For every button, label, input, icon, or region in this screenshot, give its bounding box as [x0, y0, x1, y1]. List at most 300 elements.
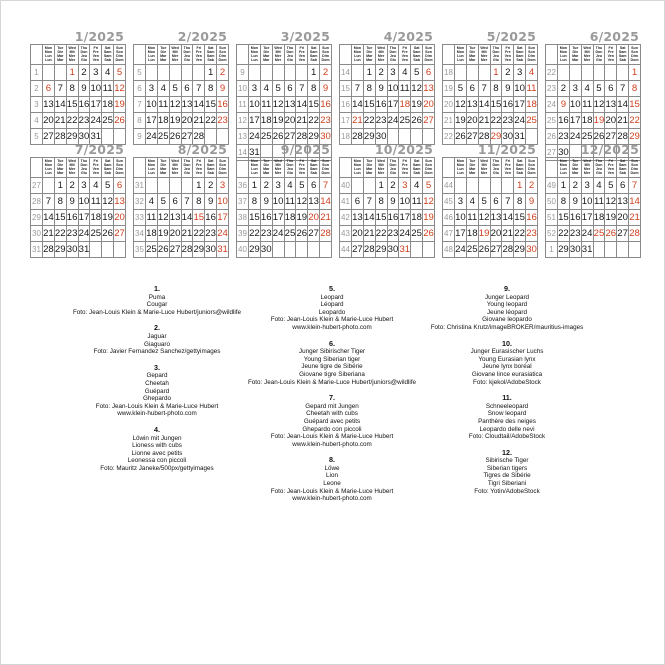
weekday-label: Sab	[619, 58, 626, 62]
weekday-label: Son	[425, 163, 432, 167]
weekday-label: Sun	[219, 159, 226, 163]
day-cell: 16	[217, 97, 229, 113]
empty-day-cell	[284, 65, 296, 81]
day-cell: 27	[490, 242, 502, 258]
day-cell: 15	[308, 97, 320, 113]
day-cell: 25	[102, 113, 114, 129]
weekday-label: Sat	[413, 159, 420, 163]
day-cell: 13	[169, 210, 181, 226]
day-cell: 30	[569, 242, 581, 258]
weekday-label: Dom	[630, 58, 639, 62]
day-cell: 29	[629, 129, 641, 145]
empty-day-cell	[478, 178, 490, 194]
day-cell: 10	[514, 81, 526, 97]
day-cell: 30	[78, 129, 90, 145]
weekday-label: Mer	[274, 171, 282, 175]
weekday-label: Ven	[401, 171, 408, 175]
week-number: 42	[340, 210, 352, 226]
empty-day-cell	[605, 65, 617, 81]
weekday-header	[320, 158, 332, 178]
day-cell: 31	[514, 129, 526, 145]
day-cell: 7	[296, 81, 308, 97]
day-cell: 4	[399, 65, 411, 81]
day-cell: 28	[478, 129, 490, 145]
day-cell: 22	[514, 226, 526, 242]
weekday-label: Dom	[630, 171, 639, 175]
day-cell: 30	[502, 129, 514, 145]
caption-line: Leonessa con piccoli	[127, 457, 187, 465]
day-cell: 6	[181, 81, 193, 97]
day-cell: 30	[320, 129, 332, 145]
weekday-label: Mon	[456, 50, 465, 54]
day-cell: 13	[352, 210, 364, 226]
weekday-label: Jeu	[595, 167, 603, 171]
day-cell: 23	[260, 226, 272, 242]
week-number: 23	[546, 81, 558, 97]
day-cell: 4	[260, 81, 272, 97]
empty-day-cell	[629, 242, 641, 258]
weekday-header	[514, 45, 526, 65]
day-cell: 10	[399, 194, 411, 210]
weekday-label: Dim	[322, 54, 329, 58]
caption-number: 3.	[154, 362, 160, 372]
week-number: 44	[340, 242, 352, 258]
day-cell: 15	[249, 210, 261, 226]
day-cell: 6	[423, 65, 435, 81]
weekday-label: Mer	[480, 167, 488, 171]
week-number: 9	[237, 65, 249, 81]
day-cell: 21	[43, 226, 55, 242]
day-cell: 28	[296, 129, 308, 145]
weekday-label: Sam	[412, 54, 421, 58]
empty-day-cell	[455, 65, 467, 81]
week-number: 24	[546, 97, 558, 113]
weekday-label: Ven	[195, 54, 202, 58]
weekday-label: Fre	[299, 163, 305, 167]
day-cell: 24	[249, 129, 261, 145]
week-number: 26	[546, 129, 558, 145]
week-number: 2	[31, 81, 43, 97]
empty-day-cell	[114, 242, 126, 258]
day-cell: 2	[66, 178, 78, 194]
day-cell: 14	[478, 97, 490, 113]
empty-day-cell	[363, 178, 375, 194]
weekday-header	[605, 158, 617, 178]
weekday-label: Mon	[559, 50, 568, 54]
weekday-label: Sam	[618, 50, 627, 54]
weekday-label: Son	[425, 50, 432, 54]
weekday-label: Jeu	[80, 54, 88, 58]
month-table	[133, 44, 229, 145]
weekday-label: Sun	[425, 46, 432, 50]
week-number: 5	[134, 65, 146, 81]
day-cell: 23	[526, 226, 538, 242]
weekday-label: Ven	[195, 58, 202, 62]
weekday-label: Mon	[250, 50, 259, 54]
day-cell: 16	[260, 210, 272, 226]
day-cell: 22	[558, 226, 570, 242]
empty-day-cell	[43, 65, 55, 81]
day-cell: 12	[272, 97, 284, 113]
day-cell: 25	[411, 226, 423, 242]
weekday-label: Mon	[44, 159, 53, 163]
weekday-label: Dom	[527, 171, 536, 175]
empty-day-cell	[193, 65, 205, 81]
week-number: 33	[134, 210, 146, 226]
day-cell: 13	[490, 210, 502, 226]
day-cell: 12	[157, 210, 169, 226]
empty-day-cell	[605, 242, 617, 258]
weekday-label: Son	[219, 163, 226, 167]
day-cell: 18	[593, 210, 605, 226]
caption-number: 4.	[154, 424, 160, 434]
day-cell: 9	[558, 97, 570, 113]
day-cell: 19	[296, 210, 308, 226]
day-cell: 18	[146, 226, 158, 242]
day-cell: 29	[514, 242, 526, 258]
weekday-label: Gio	[492, 171, 499, 175]
day-cell: 10	[387, 81, 399, 97]
caption-line: Foto: kjekol/AdobeStock	[473, 378, 541, 386]
weekday-label: Mon	[559, 163, 568, 167]
weekday-header	[193, 158, 205, 178]
weekday-header	[387, 45, 399, 65]
empty-day-cell	[466, 65, 478, 81]
weekday-header	[466, 158, 478, 178]
day-cell: 26	[272, 129, 284, 145]
empty-day-cell	[272, 65, 284, 81]
weekday-label: Don	[80, 163, 88, 167]
day-cell: 26	[114, 113, 126, 129]
weekday-label: Dom	[527, 58, 536, 62]
month-table	[545, 157, 641, 258]
day-cell: 8	[193, 194, 205, 210]
weekday-label: Tue	[263, 46, 270, 50]
day-cell: 18	[466, 226, 478, 242]
weekday-label: Ven	[504, 54, 511, 58]
weekday-label: Thu	[492, 159, 500, 163]
weekday-label: Dim	[631, 54, 638, 58]
day-cell: 6	[43, 81, 55, 97]
weekday-label: Tue	[366, 159, 373, 163]
day-cell: 7	[629, 178, 641, 194]
empty-day-cell	[617, 242, 629, 258]
weekday-label: Mer	[583, 171, 591, 175]
week-number: 49	[546, 178, 558, 194]
day-cell: 31	[399, 242, 411, 258]
weekday-header	[296, 45, 308, 65]
weekday-label: Mon	[147, 50, 156, 54]
empty-day-cell	[502, 178, 514, 194]
day-cell: 14	[502, 210, 514, 226]
weekday-label: Son	[528, 50, 535, 54]
weekday-label: Fre	[505, 163, 511, 167]
caption-line: Léopard	[320, 301, 344, 309]
month-table	[30, 44, 126, 145]
weekday-label: Son	[322, 50, 329, 54]
caption-line: Lion	[326, 472, 338, 480]
day-cell: 7	[193, 81, 205, 97]
weekday-label: Don	[389, 50, 397, 54]
caption-line: Young Siberian tiger	[303, 355, 361, 363]
day-cell: 11	[90, 194, 102, 210]
day-cell: 17	[272, 210, 284, 226]
day-cell: 27	[43, 129, 55, 145]
caption-number: 9.	[504, 284, 510, 293]
day-cell: 30	[260, 242, 272, 258]
weekday-label: Mar	[572, 58, 579, 62]
day-cell: 15	[205, 97, 217, 113]
weekday-label: Lun	[560, 58, 567, 62]
weekday-label: Tue	[572, 46, 579, 50]
day-cell: 6	[490, 194, 502, 210]
weekday-label: Gio	[183, 171, 190, 175]
day-cell: 13	[114, 194, 126, 210]
weekday-label: Mon	[250, 163, 259, 167]
empty-day-cell	[455, 178, 467, 194]
weekday-label: Die	[572, 163, 579, 167]
empty-day-cell	[169, 178, 181, 194]
weekday-label: Son	[322, 163, 329, 167]
weekday-label: Son	[631, 163, 638, 167]
weekday-label: Mer	[274, 54, 282, 58]
weekday-header	[102, 45, 114, 65]
day-cell: 3	[581, 178, 593, 194]
weekday-label: Die	[263, 50, 270, 54]
week-number: 9	[134, 129, 146, 145]
weekday-label: Mon	[250, 46, 259, 50]
day-cell: 2	[320, 65, 332, 81]
weekday-label: Fre	[608, 163, 614, 167]
weekday-label: Sam	[206, 163, 215, 167]
day-cell: 9	[502, 81, 514, 97]
caption-number: 10.	[502, 338, 512, 348]
weekday-label: Sam	[309, 54, 318, 58]
day-cell: 9	[569, 194, 581, 210]
weekday-header	[502, 158, 514, 178]
weekday-label: Lun	[251, 171, 258, 175]
day-cell: 14	[352, 97, 364, 113]
day-cell: 1	[193, 178, 205, 194]
day-cell: 9	[66, 194, 78, 210]
weekday-label: Lun	[354, 54, 361, 58]
day-cell: 18	[411, 210, 423, 226]
weekday-label: Lun	[251, 54, 258, 58]
caption-line: Ghepardo con piccoli	[302, 425, 362, 433]
week-number: 18	[443, 65, 455, 81]
weekday-label: Lun	[560, 54, 567, 58]
day-cell: 20	[466, 113, 478, 129]
weekday-label: Sat	[104, 159, 111, 163]
photo-caption	[402, 285, 612, 332]
day-cell: 5	[423, 178, 435, 194]
day-cell: 16	[375, 97, 387, 113]
weekday-header	[320, 45, 332, 65]
weekday-label: Ven	[92, 171, 99, 175]
week-header-cell	[340, 158, 352, 178]
weekday-label: Mit	[69, 50, 75, 54]
day-cell: 31	[90, 129, 102, 145]
day-cell: 18	[399, 97, 411, 113]
day-cell: 26	[169, 129, 181, 145]
day-cell: 12	[411, 81, 423, 97]
day-cell: 23	[205, 226, 217, 242]
weekday-label: Mon	[147, 46, 156, 50]
weekday-label: Die	[160, 50, 167, 54]
weekday-label: Fre	[402, 50, 408, 54]
weekday-header	[90, 158, 102, 178]
weekday-label: Lun	[457, 58, 464, 62]
day-cell: 29	[308, 129, 320, 145]
weekday-header	[399, 45, 411, 65]
week-number: 41	[340, 194, 352, 210]
week-number: 37	[237, 194, 249, 210]
weekday-label: Sun	[322, 159, 329, 163]
day-cell: 30	[387, 242, 399, 258]
day-cell: 31	[249, 145, 261, 161]
day-cell: 12	[423, 194, 435, 210]
day-cell: 19	[114, 97, 126, 113]
weekday-label: Ven	[607, 54, 614, 58]
empty-day-cell	[260, 65, 272, 81]
empty-day-cell	[352, 65, 364, 81]
weekday-label: Jeu	[183, 54, 191, 58]
empty-day-cell	[181, 178, 193, 194]
weekday-label: Sam	[103, 54, 112, 58]
weekday-label: Mer	[377, 171, 385, 175]
day-cell: 21	[502, 226, 514, 242]
empty-day-cell	[43, 178, 55, 194]
weekday-label: Tue	[366, 46, 373, 50]
weekday-header	[352, 158, 364, 178]
week-header-cell	[237, 45, 249, 65]
empty-day-cell	[478, 65, 490, 81]
caption-line: Jeune lynx boréal	[482, 363, 532, 371]
empty-day-cell	[102, 242, 114, 258]
day-cell: 18	[90, 210, 102, 226]
weekday-label: Mit	[172, 50, 178, 54]
day-cell: 30	[66, 242, 78, 258]
weekday-header	[455, 158, 467, 178]
caption-line: Foto: Jean-Louis Klein & Marie-Luce Hubert	[270, 433, 394, 441]
weekday-label: Fri	[505, 159, 511, 163]
day-cell: 27	[284, 129, 296, 145]
weekday-header	[54, 45, 66, 65]
day-cell: 22	[629, 113, 641, 129]
day-cell: 1	[490, 65, 502, 81]
weekday-label: Mer	[583, 167, 591, 171]
weekday-label: Gio	[389, 58, 396, 62]
weekday-header	[502, 45, 514, 65]
day-cell: 24	[217, 226, 229, 242]
weekday-header	[193, 45, 205, 65]
day-cell: 4	[593, 178, 605, 194]
weekday-label: Dim	[528, 54, 535, 58]
day-cell: 27	[308, 226, 320, 242]
day-cell: 14	[363, 210, 375, 226]
day-cell: 5	[169, 81, 181, 97]
week-number: 44	[443, 178, 455, 194]
weekday-header	[114, 45, 126, 65]
day-cell: 19	[605, 210, 617, 226]
week-number: 18	[340, 129, 352, 145]
weekday-label: Thu	[389, 159, 397, 163]
weekday-label: Fri	[93, 46, 99, 50]
weekday-label: Lun	[251, 167, 258, 171]
day-cell: 21	[352, 113, 364, 129]
week-number: 27	[31, 178, 43, 194]
weekday-label: Lun	[457, 54, 464, 58]
empty-day-cell	[558, 65, 570, 81]
week-number: 43	[340, 226, 352, 242]
day-cell: 17	[217, 210, 229, 226]
month-11	[442, 143, 538, 258]
weekday-label: Ven	[92, 54, 99, 58]
caption-line: Cougar	[146, 301, 168, 309]
weekday-label: Don	[595, 50, 603, 54]
day-cell: 24	[146, 129, 158, 145]
day-cell: 26	[423, 226, 435, 242]
empty-day-cell	[157, 178, 169, 194]
weekday-label: Mer	[480, 58, 488, 62]
day-cell: 9	[526, 194, 538, 210]
day-cell: 12	[114, 81, 126, 97]
day-cell: 22	[490, 113, 502, 129]
weekday-label: Die	[469, 163, 476, 167]
empty-day-cell	[569, 65, 581, 81]
caption-line: Giovane tigre Siberiana	[299, 370, 365, 378]
weekday-header	[478, 158, 490, 178]
day-cell: 2	[502, 65, 514, 81]
day-cell: 14	[181, 210, 193, 226]
weekday-label: Fri	[93, 159, 99, 163]
day-cell: 21	[629, 210, 641, 226]
empty-day-cell	[411, 242, 423, 258]
caption-line: Leone	[323, 480, 341, 488]
day-cell: 28	[43, 242, 55, 258]
weekday-label: Dom	[424, 58, 433, 62]
day-cell: 7	[352, 81, 364, 97]
weekday-label: Sun	[631, 159, 638, 163]
weekday-label: Fre	[299, 50, 305, 54]
weekday-header	[284, 45, 296, 65]
weekday-header	[411, 45, 423, 65]
week-number: 51	[546, 210, 558, 226]
weekday-label: Mar	[469, 54, 476, 58]
weekday-header	[260, 45, 272, 65]
weekday-label: Ven	[298, 58, 305, 62]
day-cell: 27	[169, 242, 181, 258]
weekday-label: Mon	[147, 163, 156, 167]
weekday-label: Mar	[366, 167, 373, 171]
day-cell: 22	[66, 113, 78, 129]
weekday-label: Son	[528, 163, 535, 167]
weekday-label: Mon	[44, 46, 53, 50]
weekday-label: Gio	[183, 58, 190, 62]
week-number: 6	[134, 81, 146, 97]
day-cell: 8	[205, 81, 217, 97]
day-cell: 19	[102, 210, 114, 226]
day-cell: 18	[526, 97, 538, 113]
caption-line: Jeune léopard	[487, 308, 527, 316]
weekday-header	[605, 45, 617, 65]
weekday-label: Dom	[424, 171, 433, 175]
weekday-label: Wed	[583, 159, 591, 163]
month-7	[30, 143, 126, 258]
weekday-label: Sam	[412, 167, 421, 171]
day-cell: 15	[514, 210, 526, 226]
month-table	[442, 44, 538, 145]
